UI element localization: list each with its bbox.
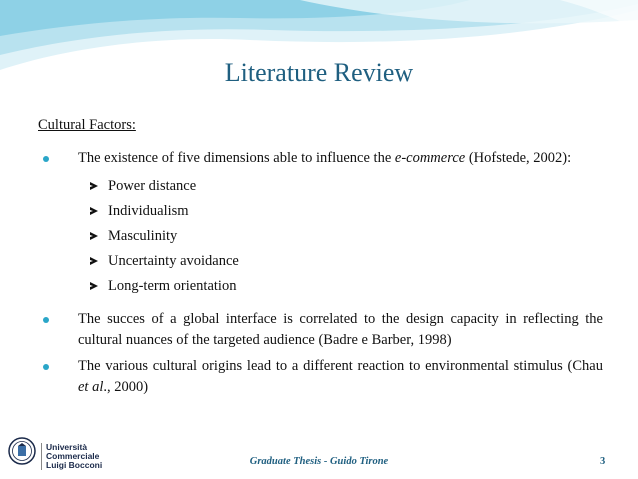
slide-title: Literature Review [224,58,414,87]
arrow-bullet-icon [90,182,98,190]
bullet-dot-icon [43,317,49,323]
arrow-bullet-icon [90,232,98,240]
sub-bullet-item: Masculinity [90,224,603,249]
sub-bullet-item: Uncertainty avoidance [90,249,603,274]
bullet-dot-icon [43,156,49,162]
university-name: Università Commerciale Luigi Bocconi [41,443,128,470]
arrow-bullet-icon [90,282,98,290]
sub-bullet-item: Individualism [90,199,603,224]
footer-text: Graduate Thesis - Guido Tirone [249,456,389,467]
sub-bullet-list [78,174,603,299]
section-heading: Cultural Factors: [38,117,136,133]
bullet-item [38,309,603,351]
bullet-dot-icon [43,364,49,370]
bullet-text: The various cultural origins lead to a different reaction to environmental stimulus (Chau et al., 2000) [78,358,603,395]
arrow-bullet-icon [90,257,98,265]
sub-bullet-item: Power distance [90,174,603,199]
sub-bullet-item: Long-term orientation [90,274,603,299]
emphasis-text: e-commerce [394,150,466,166]
page-number: 3 [600,456,606,467]
emphasis-text: et al [78,379,104,395]
bullet-list [38,148,603,398]
bullet-item [38,356,603,398]
bullet-item [38,148,603,299]
bullet-text: The succes of a global interface is correlated to the design capacity in reflecting the cultural nuances of the targeted audience (Badre e Barber, 1998) [78,311,603,348]
arrow-bullet-icon [90,207,98,215]
bullet-text: The existence of five dimensions able to influence the e-commerce (Hofstede, 2002): [78,150,572,166]
